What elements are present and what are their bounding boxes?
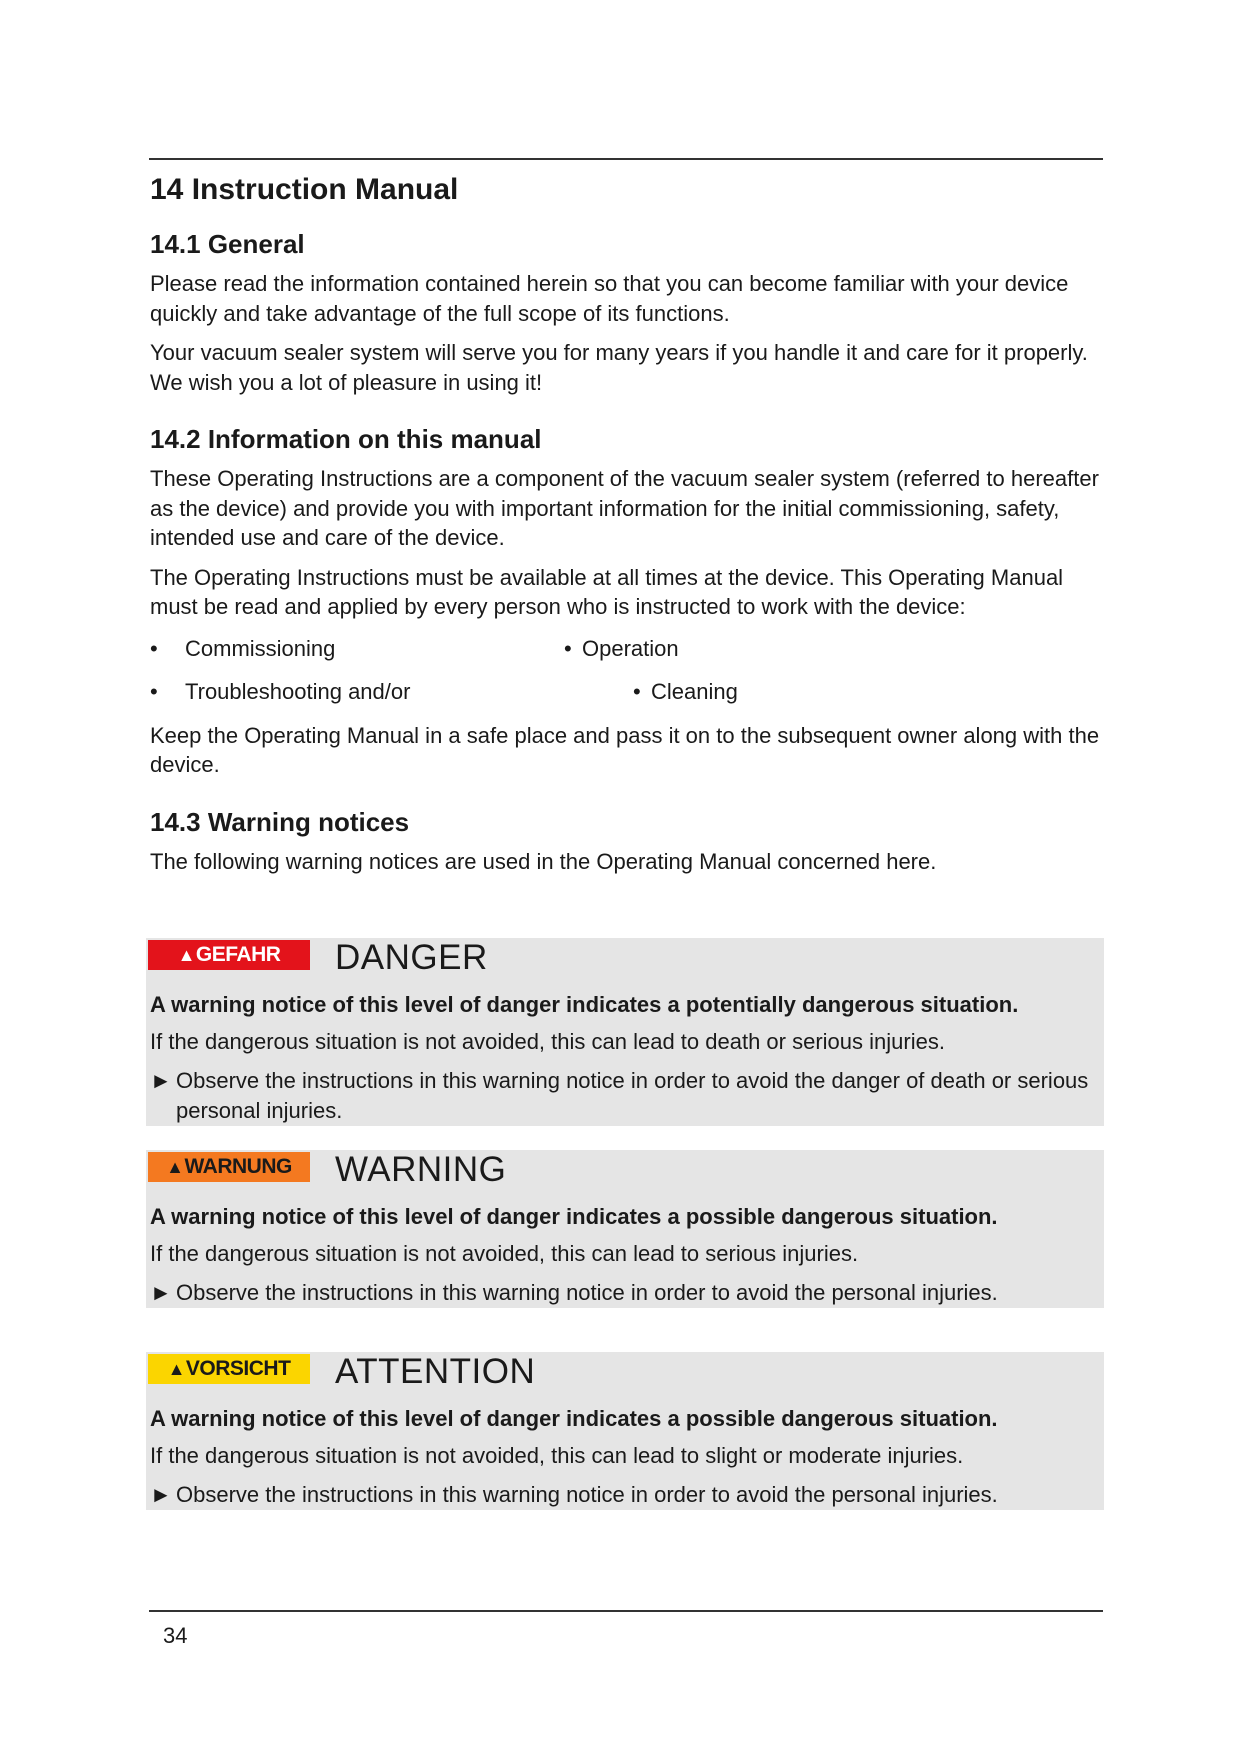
warning-action-label: Observe the instructions in this warning notice in order to avoid the personal injuries. [176,1280,998,1305]
info-paragraph-1: These Operating Instructions are a component of the vacuum sealer system (referred to hereafter as the device) and provide you with important information for the initial commissioning, safety, intended use and care of the device. [150,466,1099,550]
attention-action-label: Observe the instructions in this warning notice in order to avoid the personal injuries. [176,1482,998,1507]
list-item [150,634,335,663]
attention-notice-body [150,1404,1100,1510]
vorsicht-label [148,1354,310,1384]
danger-signal-word: DANGER [335,938,488,977]
general-paragraph-1: Please read the information contained herein so that you can become familiar with your device quickly and take advantage of the full scope of its functions. [150,271,1069,326]
bullet-label: Operation [582,635,679,661]
warnings-intro: The following warning notices are used in the Operating Manual concerned here. [150,848,937,874]
section-warnings-heading: 14.3 Warning notices [150,806,410,837]
chapter-title: 14 Instruction Manual [150,173,459,206]
attention-action-text [150,1480,1100,1510]
warning-triangle-icon: ▲ [167,1359,185,1379]
section-info-heading: 14.2 Information on this manual [150,424,542,454]
list-item [633,677,738,706]
bullet-label: Troubleshooting and/or [185,678,411,704]
gefahr-label [148,940,310,970]
warning-notice-body [150,1202,1100,1308]
vorsicht-label-text: VORSICHT [185,1357,291,1380]
section-general-heading: 14.1 General [150,229,305,259]
warning-triangle-icon: ▲ [177,945,195,965]
danger-action-text [150,1066,1100,1125]
gefahr-label-text: GEFAHR [195,943,281,966]
warnung-label [148,1152,310,1182]
attention-signal-word: ATTENTION [335,1352,536,1391]
warnung-label-text: WARNUNG [184,1155,292,1178]
list-item [564,634,679,663]
danger-consequence-text: If the dangerous situation is not avoided, this can lead to death or serious injuries. [150,1029,945,1054]
warning-consequence-text: If the dangerous situation is not avoided, this can lead to serious injuries. [150,1241,859,1266]
header-rule [149,158,1103,160]
bullet-icon: • [564,635,572,661]
bullet-icon: • [633,678,641,704]
bullet-label: Commissioning [185,635,336,661]
attention-notice [146,1352,1104,1510]
danger-lead-text: A warning notice of this level of danger indicates a potentially dangerous situation. [150,992,1019,1017]
action-arrow-icon: ► [150,1482,172,1507]
bullet-icon: • [150,635,158,661]
general-paragraph-2: Your vacuum sealer system will serve you for many years if you handle it and care for it properly. We wish you a lot of pleasure in using it! [150,340,1088,395]
bullet-label: Cleaning [651,678,738,704]
warning-notice [146,1150,1104,1308]
list-item [150,677,410,706]
bullet-icon: • [150,678,158,704]
attention-consequence-text: If the dangerous situation is not avoided, this can lead to slight or moderate injuries. [150,1443,964,1468]
attention-lead-text: A warning notice of this level of danger indicates a possible dangerous situation. [150,1406,998,1431]
danger-action-label: Observe the instructions in this warning notice in order to avoid the danger of death or serious personal injuries. [176,1068,1089,1123]
warning-signal-word: WARNING [335,1150,507,1189]
warning-lead-text: A warning notice of this level of danger indicates a possible dangerous situation. [150,1204,998,1229]
danger-notice [146,938,1104,1126]
page-content [150,168,1100,876]
info-paragraph-2: The Operating Instructions must be available at all times at the device. This Operating Manual must be read and applied by every person who is instructed to work with the device: [150,564,1064,619]
page-number: 34 [163,1623,188,1648]
task-bullet-list [150,634,1100,720]
warning-triangle-icon: ▲ [166,1157,184,1177]
danger-notice-body [150,990,1100,1125]
action-arrow-icon: ► [150,1068,172,1093]
info-closing-paragraph: Keep the Operating Manual in a safe place and pass it on to the subsequent owner along with the device. [150,722,1100,777]
action-arrow-icon: ► [150,1280,172,1305]
warning-action-text [150,1278,1100,1308]
footer-rule [149,1610,1103,1612]
